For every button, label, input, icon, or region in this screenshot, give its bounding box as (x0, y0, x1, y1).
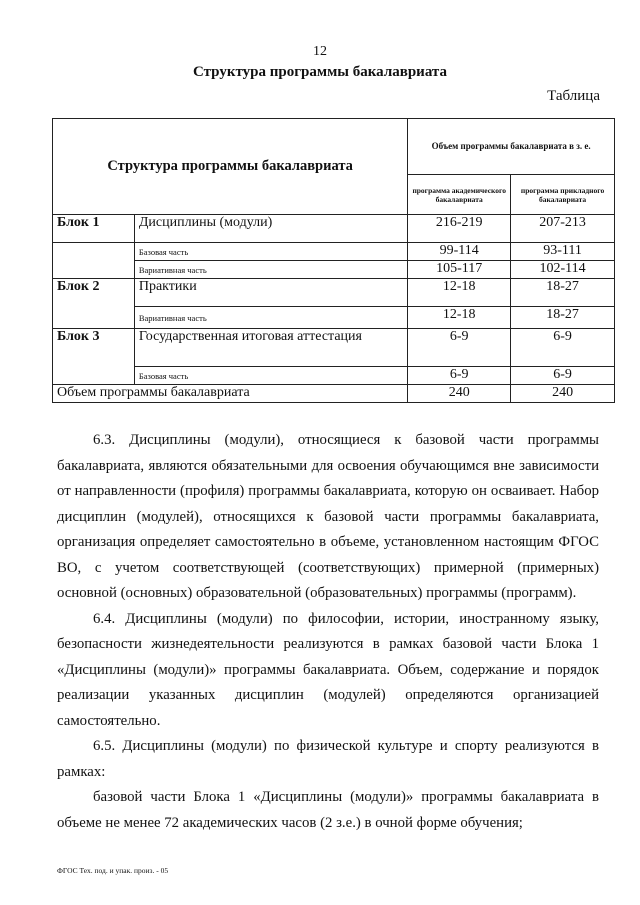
block2-applied: 18-27 (511, 279, 615, 307)
block1-academic: 216-219 (408, 215, 511, 243)
table-row (53, 367, 615, 385)
block1-name: Дисциплины (модули) (134, 215, 407, 243)
block1-applied: 207-213 (511, 215, 615, 243)
total-academic: 240 (408, 385, 511, 403)
block1-label: Блок 1 (53, 215, 135, 243)
header-structure: Структура программы бакалавриата (53, 119, 408, 215)
block1-var-applied: 102-114 (511, 261, 615, 279)
table-row (53, 385, 615, 403)
page-title: Структура программы бакалавриата (193, 64, 447, 80)
table-row (53, 307, 615, 329)
paragraph-6-4: 6.4. Дисциплины (модули) по философии, истории, иностранному языку, безопасности жизнедеятельности реализуются в рамках базовой части Блока 1 «Дисциплины (модули)» программы бакалавриата. Объем, содержание и порядок реализации указанных дисциплин (модулей) определяются организацией самостоятельно. (57, 610, 599, 729)
block1-empty-cell (53, 243, 135, 279)
paragraph-6-5-item: базовой части Блока 1 «Дисциплины (модули)» программы бакалавриата в объеме не менее 72 академических часов (2 з.е.) в очной форме обучения; (57, 789, 599, 831)
table-row (53, 279, 615, 307)
header-academic: программа академического бакалавриата (408, 175, 511, 215)
block2-name: Практики (134, 279, 407, 307)
block3-base-name: Базовая часть (134, 367, 407, 385)
block3-name: Государственная итоговая аттестация (134, 329, 407, 367)
block1-base-academic: 99-114 (408, 243, 511, 261)
block3-academic: 6-9 (408, 329, 511, 367)
paragraph-6-5: 6.5. Дисциплины (модули) по физической культуре и спорту реализуются в рамках: (57, 738, 599, 780)
table-row (53, 261, 615, 279)
body-text (57, 428, 599, 836)
total-name: Объем программы бакалавриата (53, 385, 408, 403)
block1-base-applied: 93-111 (511, 243, 615, 261)
block2-var-academic: 12-18 (408, 307, 511, 329)
block3-applied: 6-9 (511, 329, 615, 367)
paragraph-6-3: 6.3. Дисциплины (модули), относящиеся к базовой части программы бакалавриата, являются обязательными для освоения обучающимся вне зависимости от направленности (профиля) программы бакалавриата, которую он осваивает. Набор дисциплин (модулей), относящихся к базовой части программы бакалавриата, организация определяет самостоятельно в объеме, установленном настоящим ФГОС ВО, с учетом соответствующей (соответствующих) примерной (примерных) основной (основных) образовательной (образовательных) программы (программ). (57, 432, 599, 601)
header-volume: Объем программы бакалавриата в з. е. (408, 119, 615, 175)
block3-base-academic: 6-9 (408, 367, 511, 385)
total-applied: 240 (511, 385, 615, 403)
block3-base-applied: 6-9 (511, 367, 615, 385)
program-structure-table (52, 118, 615, 403)
table-label: Таблица (547, 88, 600, 104)
footer-note: ФГОС Тех. под. и упак. произ. - 05 (57, 866, 169, 875)
block1-var-academic: 105-117 (408, 261, 511, 279)
block2-var-applied: 18-27 (511, 307, 615, 329)
block1-base-name: Базовая часть (134, 243, 407, 261)
block3-label: Блок 3 (53, 329, 135, 385)
block2-academic: 12-18 (408, 279, 511, 307)
block1-var-name: Вариативная часть (134, 261, 407, 279)
header-applied: программа прикладного бакалавриата (511, 175, 615, 215)
block2-var-name: Вариативная часть (134, 307, 407, 329)
block2-label: Блок 2 (53, 279, 135, 329)
page-number: 12 (313, 44, 327, 59)
table-row (53, 329, 615, 367)
table-row (53, 215, 615, 243)
table-row (53, 243, 615, 261)
